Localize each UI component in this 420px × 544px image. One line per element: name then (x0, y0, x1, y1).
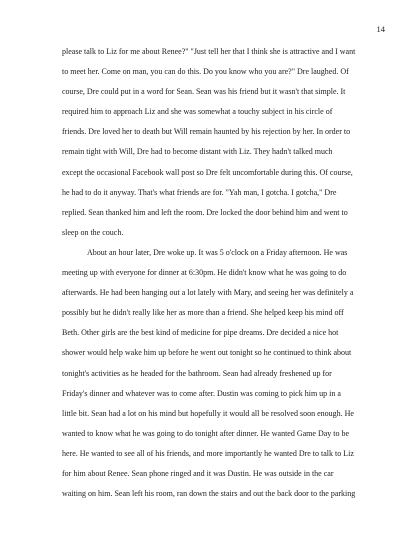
text-line: friends. Dre loved her to death but Will remain haunted by his rejection by her. In order to (62, 127, 351, 137)
text-line: waiting on him. Sean left his room, ran down the stairs and out the back door to the parking (62, 489, 356, 499)
text-line: course, Dre could put in a word for Sean. Sean was his friend but it wasn't that simple. It (62, 87, 346, 97)
text-line: for him about Renee. Sean phone ringed and it was Dustin. He was outside in the car (62, 468, 334, 478)
text-line: possibly but he didn't really like her as more than a friend. She helped keep his mind off (62, 308, 344, 318)
text-line: meeting up with everyone for dinner at 6:30pm. He didn't know what he was going to do (62, 268, 347, 278)
text-line: Friday's dinner and whatever was to come after. Dustin was coming to pick him up in a (62, 388, 341, 398)
body-text (62, 46, 372, 508)
text-line: replied. Sean thanked him and left the room. Dre locked the door behind him and went to (62, 207, 348, 217)
text-line: please talk to Liz for me about Renee?" "Just tell her that I think she is attractive and I want (62, 47, 356, 56)
text-line: About an hour later, Dre woke up. It was 5 o'clock on a Friday afternoon. He was (87, 247, 348, 257)
text-line: shower would help wake him up before he went out tonight so he continued to think about (62, 348, 352, 358)
page-number: 14 (376, 24, 385, 34)
text-line: he had to do it anyway. That's what friends are for. "Yah man, I gotcha. I gotcha," Dre (62, 187, 337, 197)
text-line: wanted to know what he was going to do tonight after dinner. He wanted Game Day to be (62, 428, 350, 438)
text-line: Beth. Other girls are the best kind of medicine for pipe dreams. Dre decided a nice hot (62, 328, 339, 338)
text-line: except the occasional Facebook wall post so Dre felt uncomfortable during this. Of course, (62, 167, 353, 177)
text-line: remain tight with Will, Dre had to become distant with Liz. They hadn't talked much (62, 147, 333, 157)
text-line: afterwards. He had been hanging out a lot lately with Mary, and seeing her was definitely a (62, 288, 354, 298)
text-line: tonight's activities as he headed for the bathroom. Sean had already freshened up for (62, 368, 332, 378)
text-line: here. He wanted to see all of his friends, and more importantly he wanted Dre to talk to Liz (62, 448, 354, 458)
text-line: sleep on the couch. (62, 227, 124, 237)
text-line: required him to approach Liz and she was somewhat a touchy subject in his circle of (62, 107, 333, 117)
text-line: to meet her. Come on man, you can do this. Do you know who you are?" Dre laughed. Of (62, 67, 349, 77)
text-line: little bit. Sean had a lot on his mind but hopefully it would all be resolved soon enough. He (62, 408, 354, 418)
